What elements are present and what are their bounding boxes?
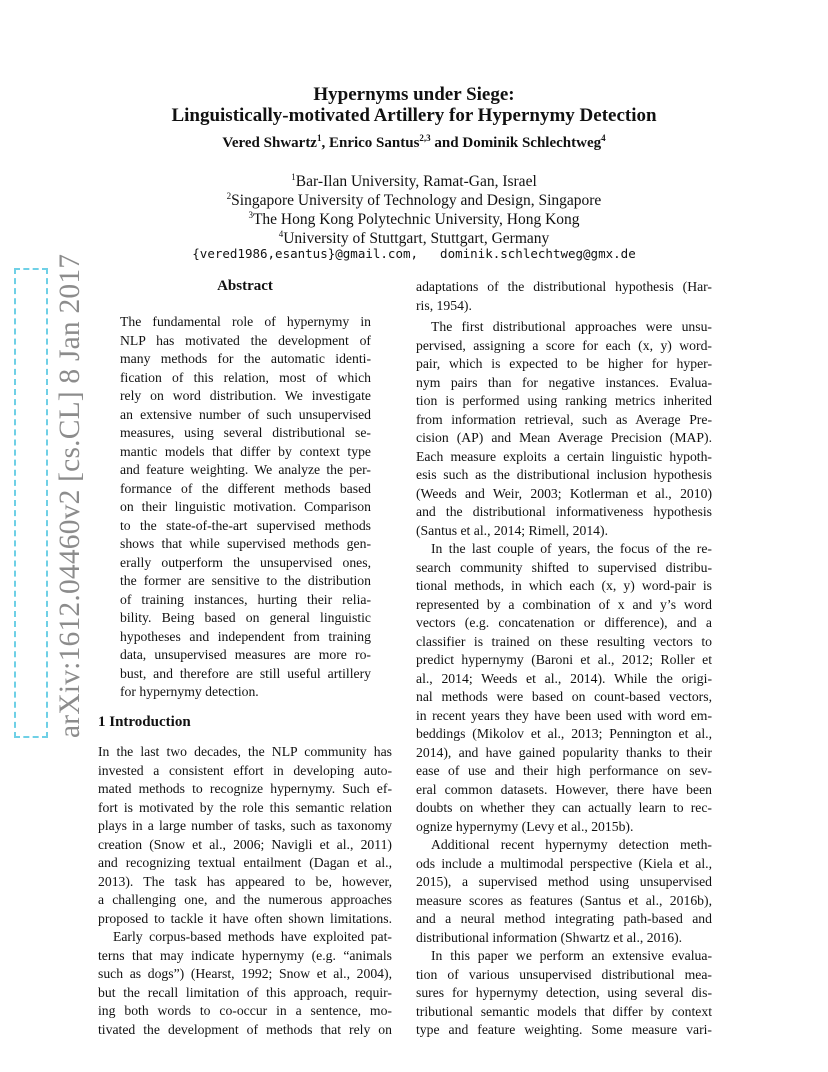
text-line: In this paper we perform an extensive evalua- [431,948,712,963]
text-line: esis such as the distributional inclusion hypothesis [416,467,712,482]
text-line: (Weeds and Weir, 2003; Kotlerman et al., 2010) [416,485,712,501]
author-affil-mark: 1 [316,133,322,143]
text-line: nym pairs than for negative instances. Evalua- [416,374,712,390]
text-line: proposed to tackle it have often shown limitations. [98,910,392,926]
right-paragraph-2 [416,540,712,836]
abstract-line: mantic models that differ by context type [120,443,371,459]
abstract-line: erally outperform the unsupervised ones, [120,554,371,570]
text-line: In the last couple of years, the focus of the re- [431,541,712,556]
text-line: In the last two decades, the NLP community has [98,744,392,759]
text-line: al., 2014; Weeds et al., 2014). While the origi- [416,670,712,686]
text-line: but the recall limitation of this approach, requir- [98,984,392,1000]
author-name: Vered Shwartz [222,135,317,151]
text-line: terns that may indicate hypernymy (e.g. “animals [98,947,392,963]
abstract-line: for hypernymy detection. [120,684,259,699]
intro-paragraph-1 [98,743,392,928]
text-line: The first distributional approaches were unsu- [431,319,712,334]
text-line: Early corpus-based methods have exploited pat- [113,929,392,944]
text-line: tional methods, in which each (x, y) word-pair is [416,578,712,593]
author-name: Dominik Schlechtweg [462,135,602,151]
text-line: pair, which is expected to be higher for hyper- [416,356,712,371]
text-line: mated methods to recognize hypernymy. Such ef- [98,781,392,796]
email-group: {vered1986,esantus}@gmail.com, [192,246,419,261]
text-line: plays in a large number of tasks, such as taxonomy [98,818,392,833]
abstract-line: bility. Being based on general linguistic [120,610,371,625]
abstract-line: fication of this relation, most of which [120,369,371,385]
intro-paragraph-2 [98,928,392,1039]
text-line: search community shifted to supervised distribu- [416,559,712,575]
arxiv-stamp-border [14,268,48,738]
text-line: ognize hypernymy (Levy et al., 2015b). [416,818,634,834]
abstract-line: to the state-of-the-art supervised methods [120,517,371,533]
paper-title-line2: Linguistically-motivated Artillery for Hypernymy Detection [171,105,657,126]
abstract-line: on their linguistic motivation. Comparison [120,499,371,514]
author-affil-mark: 2,3 [419,133,431,143]
abstract-line: The fundamental role of hypernymy in [120,314,371,329]
abstract-line: the former are sensitive to the distribution [120,573,371,588]
text-line: type and feature weighting. Some measure vari- [416,1022,712,1037]
text-line: distributional information (Shwartz et al., 2016). [416,929,683,945]
affiliation-text: University of Stuttgart, Stuttgart, Germany [283,230,550,248]
text-line: and the distributional informativeness hypothesis [416,504,712,519]
affil-mark: 3 [248,210,253,220]
text-line: tion of various unsupervised distributional mea- [416,966,712,982]
text-line: Additional recent hypernymy detection meth- [431,837,712,852]
text-line: fort is motivated by the role this semantic relation [98,799,392,815]
abstract-line: of training instances, hurting their relia- [120,591,371,607]
abstract-line: measures, using several distributional se- [120,425,371,440]
affiliation-text: Bar-Ilan University, Ramat-Gan, Israel [295,173,537,191]
abstract-line: and feature weighting. We analyze the per- [120,462,371,477]
text-line: 2013). The task has appeared to be, however, [98,873,392,889]
author-separator: and [430,135,463,151]
text-line: measure scores as features (Santus et al., 2016b), [416,892,712,908]
text-line: represented by a combination of x and y’s word [416,596,712,612]
author-name: Enrico Santus [328,135,420,151]
affiliation-text: The Hong Kong Polytechnic University, Hong Kong [252,211,580,229]
right-paragraph-4 [416,947,712,1040]
text-line: ease of use and their high performance on sev- [416,763,712,778]
text-line: beddings (Mikolov et al., 2013; Pennington et al., [416,726,712,741]
text-line: doubts on whether they can actually learn to rec- [416,800,712,815]
author-affil-mark: 4 [601,133,606,143]
abstract-line: shows that while supervised methods gen- [120,536,371,551]
text-line: 2015), a supervised method using unsupervised [416,874,712,889]
abstract-line: hypotheses and independent from training [120,628,371,644]
abstract-line: formance of the different methods based [120,480,371,496]
right-paragraph-0 [416,278,712,315]
abstract-line: data, unsupervised measures are more ro- [120,647,371,662]
abstract-line: an extensive number of such unsupervised [120,406,371,422]
text-line: 2014), and have gained popularity thanks to their [416,744,712,760]
text-line: ris, 1954). [416,297,472,313]
text-line: ing both words to co-occur in a sentence, mo- [98,1003,392,1018]
text-line: predict hypernymy (Baroni et al., 2012; Roller et [416,652,712,667]
email-single: dominik.schlechtweg@gmx.de [440,246,636,261]
text-line: vectors (e.g. concatenation or difference), and a [416,615,712,630]
affil-mark: 2 [226,191,232,201]
email-list [0,246,828,261]
text-line: tivated the development of methods that rely on [98,1021,392,1037]
text-line: eral common datasets. However, there have been [416,781,712,797]
affiliation-text: Singapore University of Technology and Design, Singapore [231,192,602,210]
arxiv-stamp [10,253,86,738]
right-paragraph-3 [416,836,712,947]
text-line: tributional semantic models that differ by context [416,1003,712,1019]
text-line: such as dogs”) (Hearst, 1992; Snow et al., 2004), [98,966,392,981]
abstract-line: rely on word distribution. We investigate [120,388,371,403]
text-line: cision (AP) and Mean Average Precision (MAP). [416,430,712,445]
section-heading-introduction: 1 Introduction [98,714,191,730]
text-line: and recognizing textual entailment (Dagan et al., [98,855,392,870]
abstract-body [120,313,371,702]
text-line: Each measure exploits a certain linguistic hypoth- [416,448,712,464]
text-line: in recent years they have been used with word em- [416,707,712,723]
text-line: sures for hypernymy detection, using several dis- [416,985,712,1000]
text-line: from information retrieval, such as Average Pre- [416,411,712,427]
author-separator: , [321,135,329,151]
abstract-heading: Abstract [217,278,273,294]
abstract-line: NLP has motivated the development of [120,332,371,348]
text-line: tion is performed using ranking metrics inherited [416,393,712,408]
text-line: (Santus et al., 2014; Rimell, 2014). [416,522,608,538]
text-line: ods include a multimodal perspective (Kiela et al., [416,855,712,871]
text-line: classifier is trained on these resulting vectors to [416,633,712,649]
paper-title-line1: Hypernyms under Siege: [313,84,515,105]
author-list [0,133,828,152]
text-line: invested a consistent effort in developing auto- [98,762,392,778]
affil-mark: 4 [278,229,284,239]
affil-mark: 1 [291,172,296,182]
abstract-line: many methods for the automatic identi- [120,351,371,366]
text-line: a challenging one, and the numerous approaches [98,892,392,907]
text-line: and a neural method integrating path-based and [416,911,712,926]
text-line: nal methods were based on count-based vectors, [416,689,712,704]
right-paragraph-1 [416,318,712,540]
arxiv-stamp-text: arXiv:1612.04460v2 [cs.CL] 8 Jan 2017 [54,253,86,738]
affiliation [0,225,828,248]
abstract-line: bust, and therefore are still useful artillery [120,665,371,681]
text-line: creation (Snow et al., 2006; Navigli et al., 2011) [98,836,392,852]
text-line: pervised, assigning a score for each (x, y) word- [416,337,712,353]
text-line: adaptations of the distributional hypothesis (Har- [416,279,712,294]
